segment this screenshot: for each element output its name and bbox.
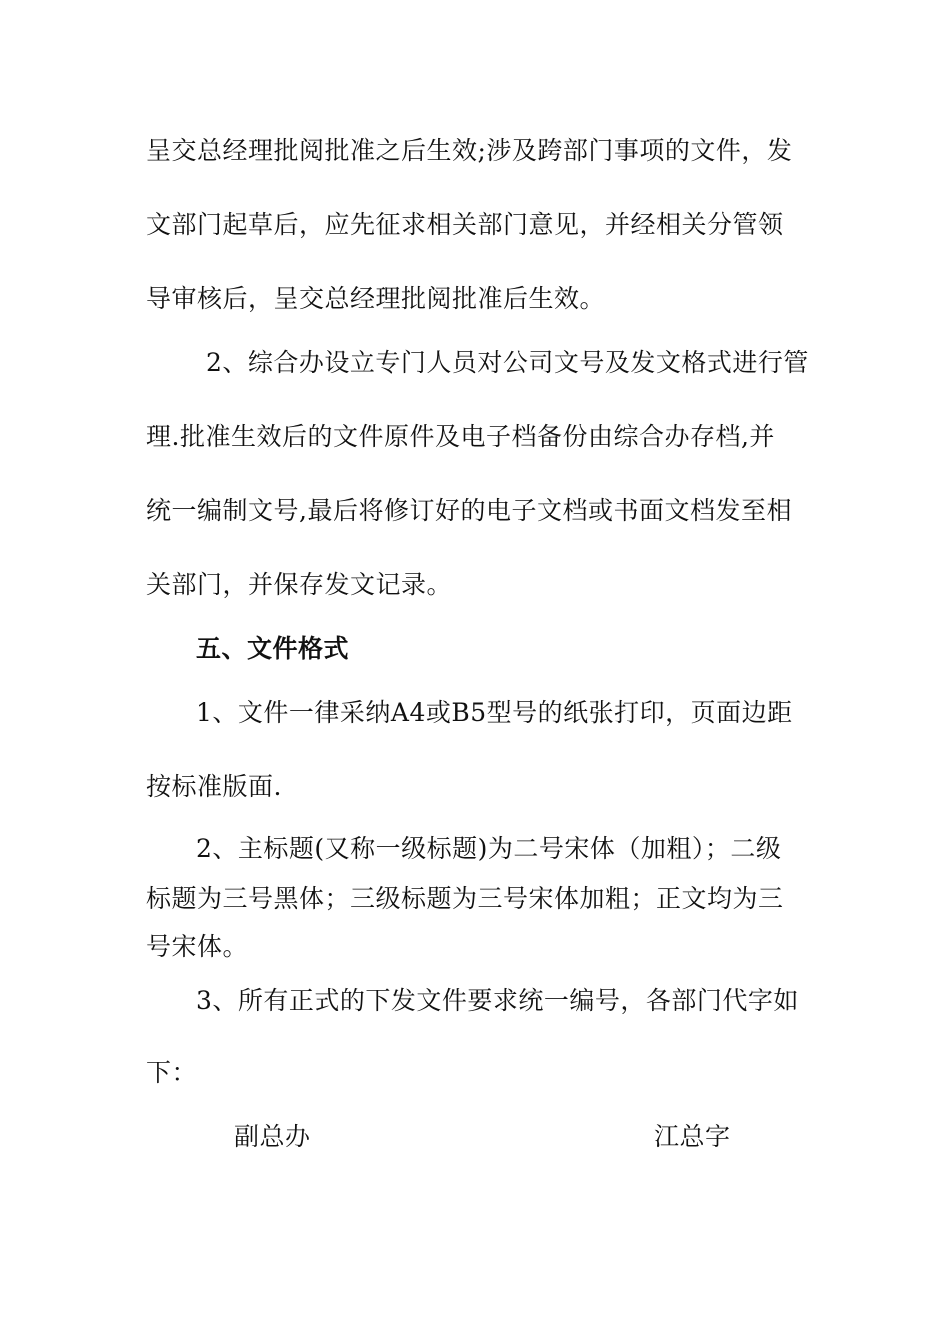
paragraph-line: 文部门起草后，应先征求相关部门意见，并经相关分管领 xyxy=(146,210,784,239)
paragraph-line: 号宋体。 xyxy=(146,932,249,961)
dept-code: 江总字 xyxy=(654,1122,731,1151)
paragraph-line: 下： xyxy=(146,1058,198,1087)
paragraph-line: 按标准版面. xyxy=(146,772,282,801)
paragraph-line: 1、文件一律采纳A4或B5型号的纸张打印，页面边距 xyxy=(196,698,793,727)
paragraph-line: 导审核后，呈交总经理批阅批准后生效。 xyxy=(146,284,606,313)
paragraph-line: 统一编制文号,最后将修订好的电子文档或书面文档发至相 xyxy=(146,496,792,525)
paragraph-line: 2、综合办设立专门人员对公司文号及发文格式进行管 xyxy=(206,348,809,377)
dept-name: 副总办 xyxy=(234,1122,311,1151)
paragraph-line: 2、主标题(又称一级标题)为二号宋体（加粗）；二级 xyxy=(196,834,782,863)
paragraph-line: 标题为三号黑体；三级标题为三号宋体加粗；正文均为三 xyxy=(146,884,784,913)
paragraph-line: 呈交总经理批阅批准之后生效;涉及跨部门事项的文件，发 xyxy=(146,136,793,165)
paragraph-line: 理.批准生效后的文件原件及电子档备份由综合办存档,并 xyxy=(146,422,775,451)
paragraph-line: 关部门，并保存发文记录。 xyxy=(146,570,453,599)
paragraph-line: 3、所有正式的下发文件要求统一编号，各部门代字如 xyxy=(196,986,799,1015)
section-heading: 五、文件格式 xyxy=(196,634,350,663)
